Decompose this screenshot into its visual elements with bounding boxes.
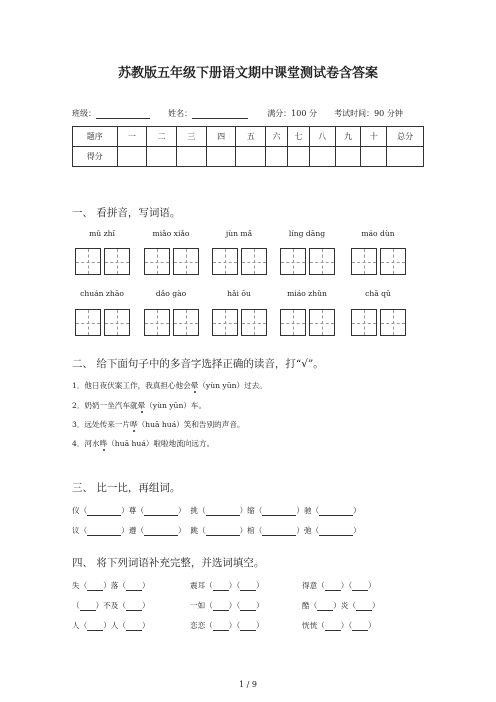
idiom-text: ） (371, 601, 380, 610)
answer-blank[interactable] (213, 602, 229, 611)
answer-blank[interactable] (126, 602, 142, 611)
answer-blank[interactable] (240, 602, 256, 611)
compare-char: 议 (72, 526, 80, 535)
pinyin-label: miǎo xiǎo (152, 229, 190, 238)
writing-grid-cell[interactable] (75, 309, 101, 336)
idiom-text: ）（ (228, 621, 241, 630)
idiom-item (72, 620, 150, 631)
polyphone-char: 哗 (99, 439, 108, 448)
polyphone-char: 晕 (137, 401, 146, 410)
compare-char: 遵 (128, 526, 137, 535)
polyphone-char: 晕 (190, 381, 199, 390)
question-options[interactable]: （huā huá）啦啦地流向远方。 (107, 439, 215, 448)
answer-blank[interactable] (144, 527, 178, 536)
writing-grid-cell[interactable] (75, 248, 101, 275)
score-header-cell: 五 (236, 127, 266, 147)
idiom-text: 失（ (72, 581, 88, 590)
idiom-text: ） (141, 601, 150, 610)
idiom-text: 恍恍（ (302, 621, 325, 630)
score-header-cell: 十 (361, 127, 387, 147)
compare-char: 驰 (303, 506, 312, 515)
section-3-title: 三、 比一比，再组词。 (72, 482, 181, 494)
compare-char: 棺 (247, 526, 255, 535)
pinyin-label: mǔ zhǐ (89, 229, 115, 238)
score-cell[interactable] (387, 147, 424, 167)
answer-blank[interactable] (319, 527, 353, 536)
answer-blank[interactable] (352, 582, 368, 591)
answer-blank[interactable] (87, 622, 103, 631)
answer-blank[interactable] (87, 527, 121, 536)
writing-grid-cell[interactable] (104, 248, 130, 275)
question-text: 2．奶奶一坐汽车就 (72, 401, 138, 410)
writing-grid-cell[interactable] (351, 309, 377, 336)
writing-grid-cell[interactable] (241, 248, 267, 275)
idiom-text: 得意（ (302, 581, 325, 590)
answer-blank[interactable] (317, 602, 333, 611)
score-header-cell: 四 (206, 127, 236, 147)
answer-blank[interactable] (87, 582, 103, 591)
writing-grid-cell[interactable] (241, 309, 267, 336)
score-cell[interactable] (147, 147, 177, 167)
answer-blank[interactable] (87, 507, 121, 516)
idiom-text: ）（ (228, 601, 241, 610)
answer-blank[interactable] (262, 527, 296, 536)
compare-row: 仪（ ）尊（ ） 挑（ ）缩（ ）驰（ ） (72, 506, 361, 515)
name-blank[interactable] (192, 109, 248, 119)
answer-blank[interactable] (356, 602, 372, 611)
section-4-title: 四、 将下列词语补充完整，并选词填空。 (72, 557, 265, 569)
pinyin-label: máo dùn (361, 229, 395, 238)
answer-blank[interactable] (206, 527, 240, 536)
score-cell[interactable] (177, 147, 207, 167)
idiom-item (190, 620, 264, 631)
idiom-item (190, 600, 264, 611)
idiom-item (190, 580, 264, 591)
question-line (72, 400, 206, 411)
score-cell[interactable] (117, 147, 147, 167)
class-blank[interactable] (96, 109, 150, 119)
question-text: 3．远处传来一片 (72, 420, 130, 429)
writing-grid-cell[interactable] (104, 309, 130, 336)
score-table-row (73, 147, 424, 167)
idiom-text: 人（ (72, 621, 88, 630)
idiom-text: ） (256, 581, 264, 590)
pinyin-label: líng dāng (288, 229, 326, 238)
score-cell[interactable] (236, 147, 266, 167)
full-score: 满分：100 分 (267, 109, 317, 118)
idiom-text: ） (256, 601, 264, 610)
pinyin-label: miáo zhǔn (287, 289, 327, 298)
answer-blank[interactable] (352, 622, 368, 631)
idiom-text: 酷（ (302, 601, 318, 610)
answer-blank[interactable] (213, 622, 229, 631)
idiom-text: ）（ (340, 581, 353, 590)
section-1-title: 一、 看拼音，写词语。 (72, 207, 181, 219)
writing-grid-cell[interactable] (280, 309, 306, 336)
pinyin-label: hǎi ōu (227, 289, 251, 298)
score-header-cell: 六 (266, 127, 288, 147)
answer-blank[interactable] (319, 507, 353, 516)
question-line (72, 438, 214, 449)
idiom-text: ）不及（ (95, 601, 126, 610)
answer-blank[interactable] (206, 507, 240, 516)
class-label: 班级： (72, 109, 96, 118)
writing-grid-cell[interactable] (380, 309, 406, 336)
pinyin-label: jùn mǎ (225, 229, 253, 238)
idiom-text: 恋恋（ (190, 621, 213, 630)
writing-grid-cell[interactable] (173, 309, 199, 336)
score-row-label: 得分 (73, 147, 118, 167)
idiom-item (302, 620, 376, 631)
idiom-item (302, 580, 376, 591)
compare-char: 缩 (247, 506, 255, 515)
idiom-text: ） (256, 621, 264, 630)
exam-time: 考试时间：90 分钟 (334, 109, 403, 118)
question-line (72, 419, 245, 430)
idiom-item (72, 600, 150, 611)
idiom-text: ）炎（ (333, 601, 356, 610)
answer-blank[interactable] (325, 582, 341, 591)
idiom-text: 一如（ (190, 601, 213, 610)
answer-blank[interactable] (213, 582, 229, 591)
compare-char: 尊 (128, 506, 137, 515)
idiom-text: ）（ (340, 621, 353, 630)
question-options[interactable]: （yùn yūn）车。 (145, 401, 207, 410)
score-header-cell: 七 (288, 127, 310, 147)
writing-grid-cell[interactable] (309, 309, 335, 336)
question-text: 4．河水 (72, 439, 100, 448)
writing-grid-cell[interactable] (144, 309, 170, 336)
idiom-text: （ (72, 601, 80, 610)
compare-char: 弛 (303, 526, 312, 535)
question-text: 1．他日夜伏案工作，我真担心他会 (72, 381, 191, 390)
score-header-cell: 八 (309, 127, 335, 147)
answer-blank[interactable] (240, 582, 256, 591)
page-title: 苏教版五年级下册语文期中课堂测试卷含答案 (117, 66, 378, 81)
compare-row: 议（ ）遵（ ） 跳（ ）棺（ ）弛（ ） (72, 526, 361, 535)
answer-blank[interactable] (144, 507, 178, 516)
writing-grid-cell[interactable] (351, 248, 377, 275)
section-2-title: 二、 给下面句子中的多音字选择正确的读音，打“√”。 (72, 358, 324, 370)
score-header-cell: 题序 (73, 127, 118, 147)
score-cell[interactable] (206, 147, 236, 167)
exam-info (72, 108, 403, 119)
idiom-text: ） (368, 581, 376, 590)
writing-grid-cell[interactable] (212, 248, 238, 275)
name-label: 姓名： (168, 109, 193, 118)
score-header-cell: 三 (177, 127, 207, 147)
compare-char: 挑 (190, 506, 198, 515)
pinyin-label: chuán zhāo (80, 289, 124, 298)
compare-char: 跳 (190, 526, 198, 535)
question-options[interactable]: （yùn yūn）过去。 (198, 381, 267, 390)
answer-blank[interactable] (240, 622, 256, 631)
idiom-text: ）人（ (103, 621, 126, 630)
question-line (72, 380, 267, 391)
writing-grid-cell[interactable] (173, 248, 199, 275)
score-header-cell: 总分 (387, 127, 424, 147)
idiom-text: ）（ (228, 581, 241, 590)
answer-blank[interactable] (262, 507, 296, 516)
idiom-text: 震耳（ (190, 581, 213, 590)
pinyin-label: chā qǔ (365, 289, 391, 298)
idiom-item (72, 580, 150, 591)
score-table-header (73, 127, 424, 147)
idiom-text: ）落（ (103, 581, 126, 590)
polyphone-char: 哗 (130, 420, 138, 429)
idiom-text: ） (141, 581, 150, 590)
compare-char: 仪 (72, 506, 80, 515)
writing-grid-cell[interactable] (212, 309, 238, 336)
idiom-text: ） (141, 621, 150, 630)
score-header-cell: 九 (335, 127, 361, 147)
answer-blank[interactable] (325, 622, 341, 631)
score-cell[interactable] (361, 147, 387, 167)
writing-grid-cell[interactable] (280, 248, 306, 275)
answer-blank[interactable] (126, 622, 142, 631)
score-cell[interactable] (335, 147, 361, 167)
score-cell[interactable] (309, 147, 335, 167)
writing-grid-cell[interactable] (309, 248, 335, 275)
writing-grid-cell[interactable] (144, 248, 170, 275)
writing-grid-cell[interactable] (380, 248, 406, 275)
answer-blank[interactable] (126, 582, 142, 591)
idiom-text: ） (368, 621, 376, 630)
score-cell[interactable] (288, 147, 310, 167)
score-header-cell: 一 (117, 127, 147, 147)
answer-blank[interactable] (80, 602, 96, 611)
score-table (72, 126, 424, 167)
score-cell[interactable] (266, 147, 288, 167)
question-options[interactable]: （huā huá）笑和告别的声音。 (137, 420, 245, 429)
idiom-item (302, 600, 380, 611)
page-number: 1 / 9 (239, 680, 257, 689)
score-header-cell: 二 (147, 127, 177, 147)
pinyin-label: dǎo gào (155, 289, 187, 298)
